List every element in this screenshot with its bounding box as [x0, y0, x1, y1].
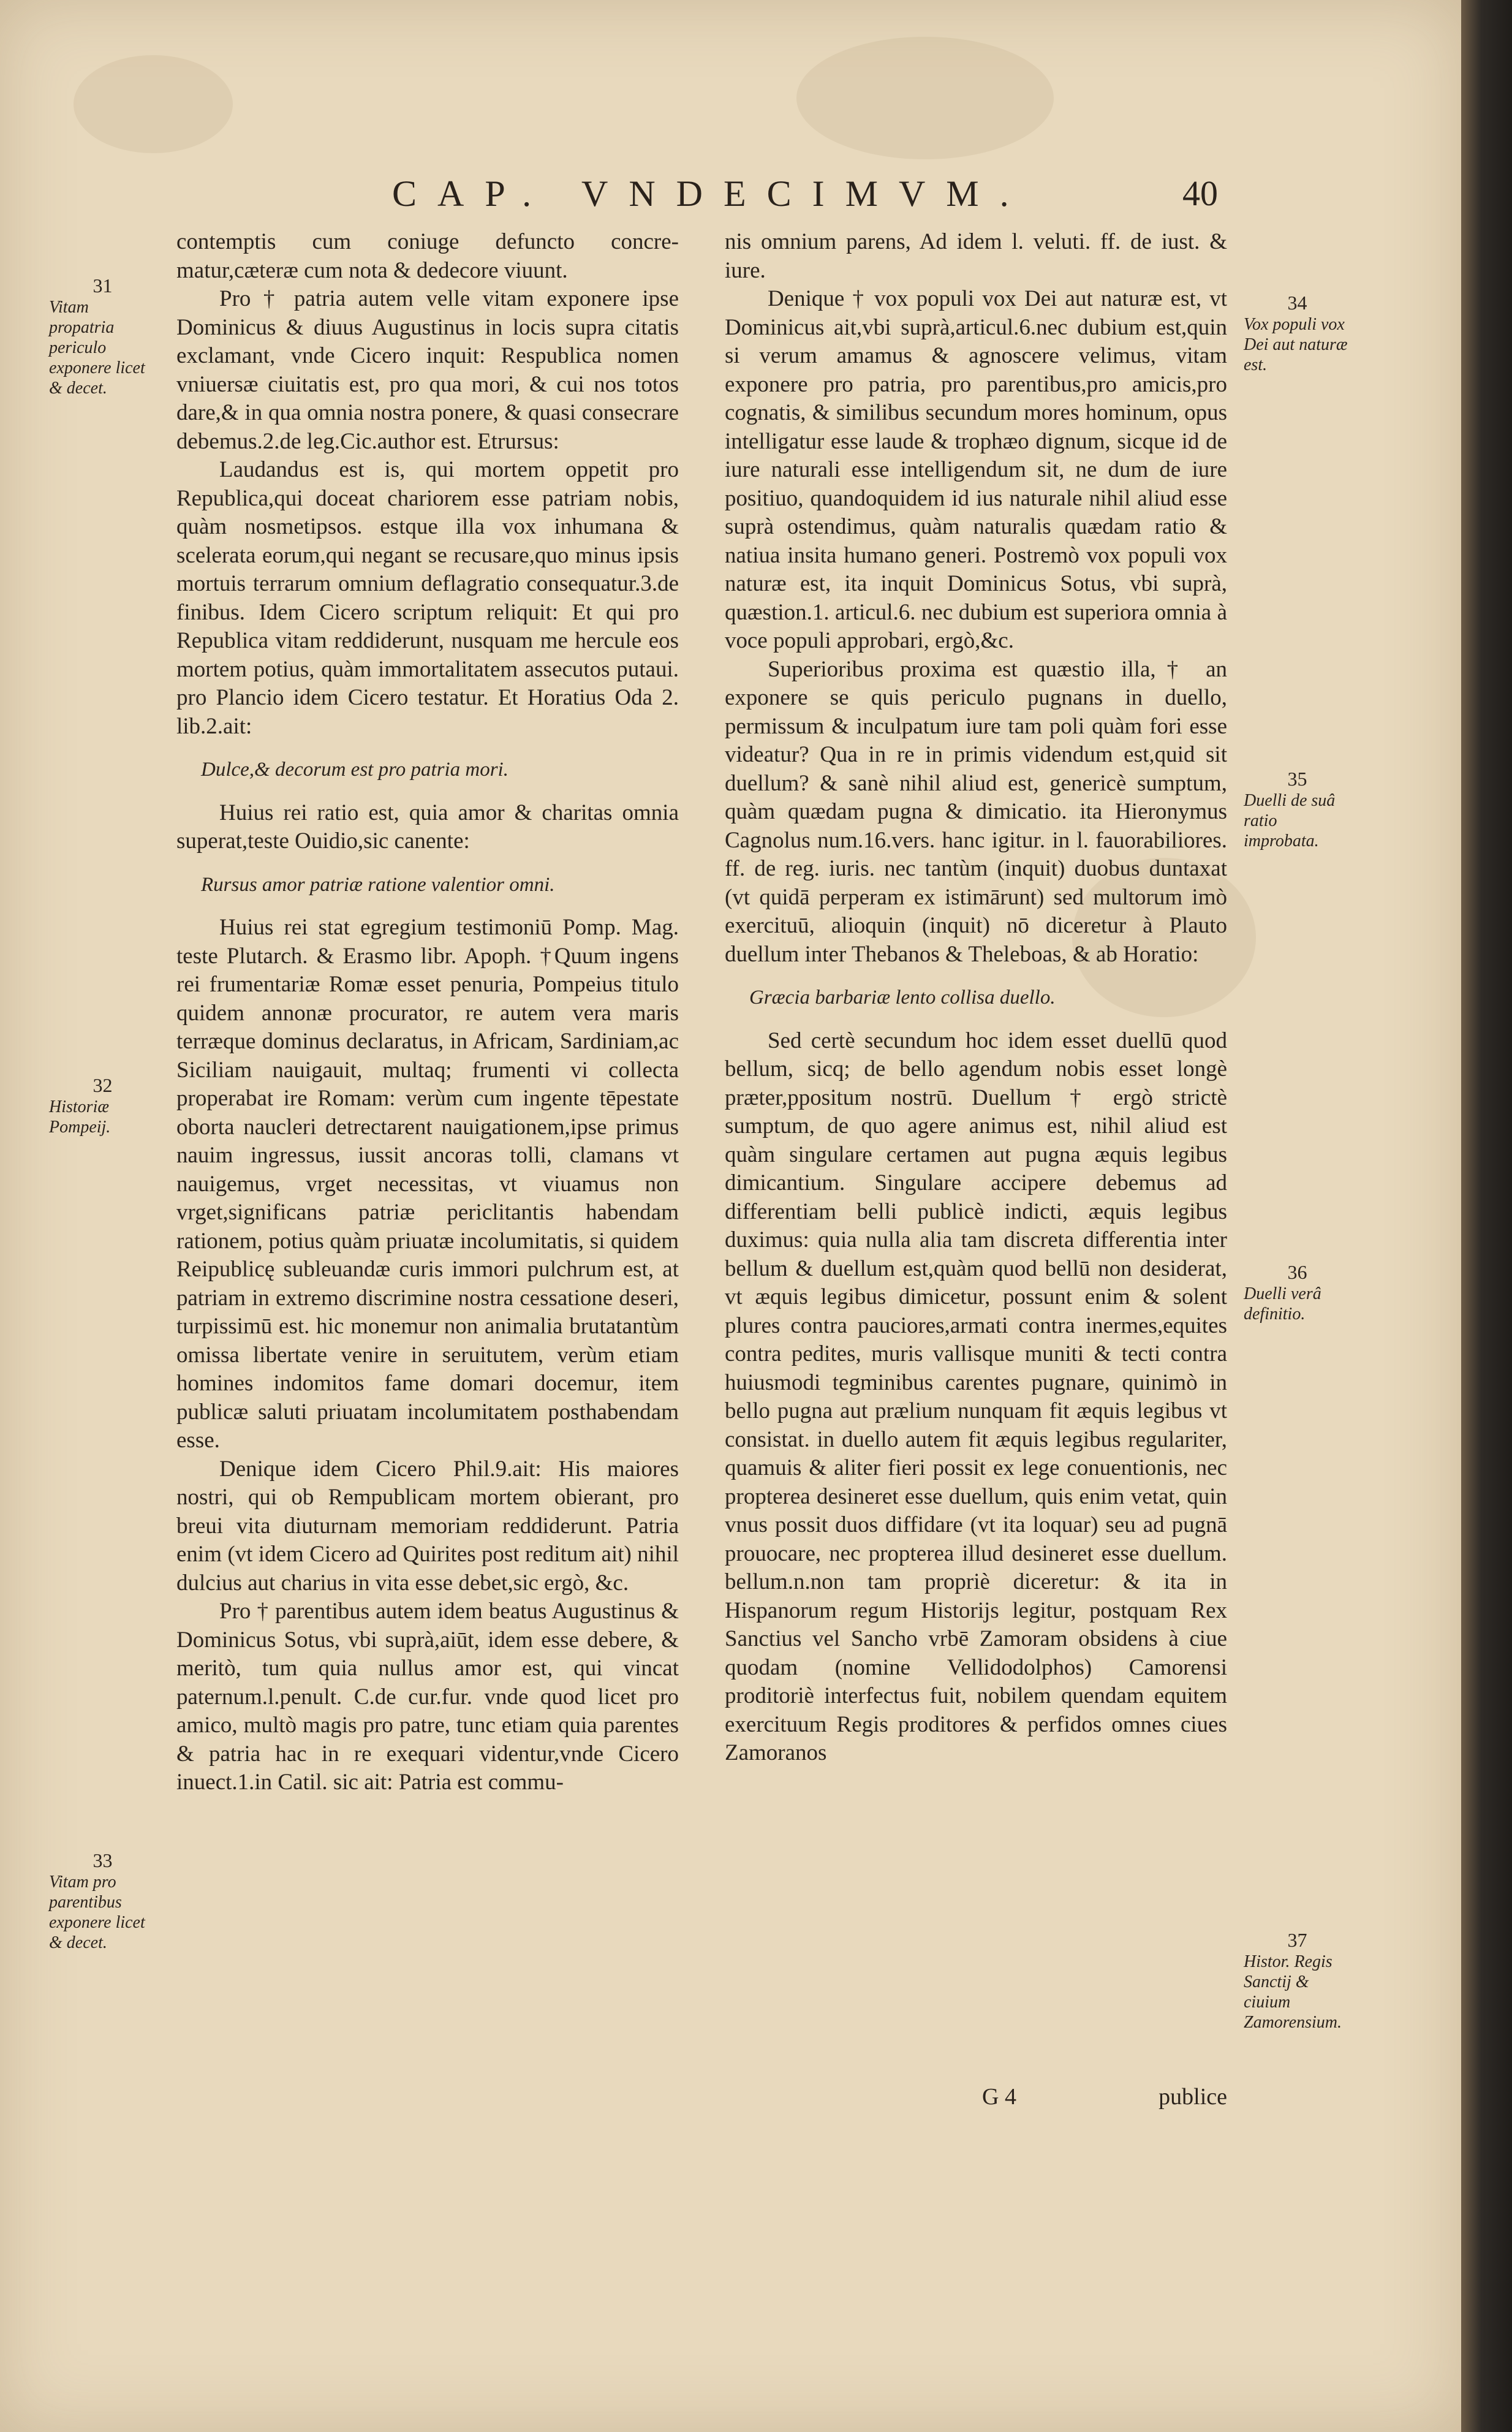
paper-stain: [74, 55, 233, 153]
catchword: publice: [1159, 2084, 1227, 2110]
page-header: [0, 173, 1461, 222]
verse-quotation: Rursus amor patriæ ratione valentior omni.: [201, 873, 555, 896]
paragraph: Laudandus est is, qui mortem oppetit pro Republica,qui doceat chariorem esse patriam nobis, quàm nosmetipsos. estque illa vox inhumana & scelerata eorum,qui negant se recusare,quo minus ipsis mortuis terrarum omnium deflagratio consequatur.3.de finibus. Idem Cicero scriptum reliquit: Et qui pro Republica vitam reddiderunt, nusquam me hercule eos mortem potius, quàm immortalitatem assecutos putaui. pro Plancio idem Cicero testatur. Et Horatius Oda 2. lib.2.ait:: [176, 457, 679, 739]
margin-note-text: Vox populi vox Dei aut naturæ est.: [1244, 315, 1348, 374]
margin-note-32: [49, 1075, 156, 1137]
margin-note-35: [1244, 769, 1351, 851]
verse-quotation: Græcia barbariæ lento collisa duello.: [749, 987, 1056, 1009]
paragraph: Sed certè secundum hoc idem esset duellū quod bellum, sicq; de bello agendum nobis esset longè præter,ppositum nostrū. Duellum † ergò strictè sumptum, de quo agere animus est, nihil aliud est quàm singulare certamen aut pugna æquis legibus dimicantium. Singulare accipere debemus ad differentiam belli publicè indicti, æquis legibus duximus: quia nulla alia tam discreta differentia inter bellum & duellum est,quàm quod bellū non desiderat, vt æquis legibus dimicetur, possunt enim & solent plures contra pauciores,armati contra inermes,equites contra pedites, muris vallisque muniti & tecti contra huiusmodi tegminibus carentes pugnare, quinimò in bello pugna aut prælium nunquam fit æquis legibus vt consistat. in duello autem fit æquis legibus regulariter, quamuis & aliter fieri possit ex lege conuentionis, nec propterea desineret esse duellum, quis enim vetat, quin vnus possit duos diffidare (vt ita loquar) seu ad pugnā prouocare, nec propterea illud desineret esse duellum. bellum.n.non tam propriè diceretur: & ita in Hispanorum regum Historijs legitur, postquam Rex Sanctius vel Sancho vrbē Zamoram obsidens à ciue quodam (nomine Vellidodolphos) Camorensi proditoriè interfectus fuit, nobilem quendam equitem exercituum Regis proditores & perfidos omnes ciues Zamoranos: [725, 1028, 1227, 1765]
margin-note-number: 33: [93, 1849, 113, 1871]
margin-note-number: 37: [1287, 1929, 1307, 1951]
running-title: CAP. VNDECIMVM.: [392, 173, 1030, 214]
verse-quotation: Dulce,& decorum est pro patria mori.: [201, 759, 508, 781]
paragraph: Huius rei stat egregium testimoniū Pomp. Mag. teste Plutarch. & Erasmo libr. Apoph. †Quum ingens rei frumentariæ Romæ esset penuria, Pompeius titulo quidem annonæ procurator, re autem vera maris terræque dominus declaratus, in Africam, Sardiniam,ac Siciliam nauigauit, multaq; frumenti vi collecta properabat ire Romam: verùm cum ingente tēpestate oborta naucleri detrectarent nauigationem,ipse primus nauim ingressus, iussit ancoras tolli, clamans vt nauigemus, vrget necessitas, vt viuamus non vrget,significans patriæ periclitantis habendam rationem, potius quàm priuatæ incolumitatis, si quidem Reipublicę subleuandæ curis immori pulchrum est, at patriam in extremo discrimine nostra cessatione deseri, turpissimū est. hic monemur non animalia brutatantùm omissa libertate venire in seruitutem, verùm etiam homines indomitos fame domari docemur, item publicæ saluti priuatam incolumitatem posthabendam esse.: [176, 915, 679, 1453]
margin-note-34: [1244, 293, 1351, 375]
margin-note-36: [1244, 1262, 1351, 1324]
margin-note-text: Duelli de suâ ratio improbata.: [1244, 791, 1336, 850]
paragraph: Pro † patria autem velle vitam exponere ipse Dominicus & diuus Augustinus in locis supra citatis exclamant, vnde Cicero inquit: Respublica nomen vniuersæ ciuitatis est, pro qua mori, & cui nos totos dare,& in qua omnia nostra ponere, & quasi consecrare debemus.2.de leg.Cic.author est. Etrursus:: [176, 286, 679, 454]
paragraph: contemptis cum coniuge defuncto concre- matur,cæteræ cum nota & dedecore viuunt.: [176, 229, 679, 283]
signature-mark: G 4: [982, 2084, 1016, 2110]
margin-note-text: Historiæ Pompeij.: [49, 1097, 111, 1137]
margin-note-number: 31: [93, 275, 113, 297]
margin-note-text: Duelli verâ definitio.: [1244, 1284, 1321, 1324]
margin-note-33: [49, 1851, 156, 1953]
margin-note-text: Histor. Regis Sanctij & ciuium Zamorensium.: [1244, 1952, 1342, 2032]
margin-note-37: [1244, 1930, 1351, 2032]
paragraph: Denique idem Cicero Phil.9.ait: His maiores nostri, qui ob Rempublicam mortem obierant, pro breui vita diuturnam memoriam reddiderunt. Patria enim (vt idem Cicero ad Quirites post reditum ait) nihil dulcius aut charius in vita esse debet,sic ergò, &c.: [176, 1456, 679, 1596]
margin-note-number: 34: [1287, 292, 1307, 314]
left-text-column: [176, 228, 679, 1797]
margin-note-31: [49, 276, 156, 398]
folio-number: 40: [1182, 173, 1218, 213]
paragraph: Huius rei ratio est, quia amor & charitas omnia superat,teste Ouidio,sic canente:: [176, 800, 679, 854]
margin-note-number: 32: [93, 1074, 113, 1096]
paragraph: Superioribus proxima est quæstio illa,† an exponere se quis periculo pugnans in duello, permissum & inculpatum iure tam poli quàm fori esse videatur? Qua in re in primis videndum est,quid sit duellum? & sanè nihil aliud est, genericè sumptum, quàm quædam pugna & dimicatio. ita Hieronymus Cagnolus num.16.vers. hanc igitur. in l. fauorabiliores. ff. de reg. iuris. nec tantùm (inquit) duobus duntaxat (vt quidā perperam ex istimārunt) sed multorum imò exercituū, alioquin (inquit) nō diceretur à Plauto duellum inter Thebanos & Theleboas, & ab Horatio:: [725, 656, 1227, 967]
book-binding-edge: [1461, 0, 1512, 2432]
paragraph: nis omnium parens, Ad idem l. veluti. ff. de iust. & iure.: [725, 229, 1227, 283]
paragraph: Pro † parentibus autem idem beatus Augustinus & Dominicus Sotus, vbi suprà,aiūt, idem esse debere, & meritò, tum quia nullus amor est, qui vincat paternum.l.penult. C.de cur.fur. vnde quod licet pro amico, multò magis pro patre, tunc etiam quia parentes & patria hac in re exequari videntur,vnde Cicero inuect.1.in Catil. sic ait: Patria est commu-: [176, 1599, 679, 1795]
margin-note-number: 35: [1287, 768, 1307, 790]
margin-note-text: Vitam pro parentibus exponere licet & decet.: [49, 1873, 145, 1952]
margin-note-number: 36: [1287, 1261, 1307, 1283]
margin-note-text: Vitam propatria periculo exponere licet & decet.: [49, 298, 145, 398]
page-footer: [725, 2083, 1227, 2114]
right-text-column: [725, 228, 1227, 1768]
paper-stain: [796, 37, 1054, 159]
paragraph: Denique † vox populi vox Dei aut naturæ est, vt Dominicus ait,vbi suprà,articul.6.nec dubium est,quin si verum amamus & agnoscere velimus, vitam exponere pro patria, pro parentibus,pro amicis,pro cognatis, & similibus secundum mores hominum, opus intelligatur esse laude & trophæo dignum, sicque id de iure naturali esse intelligendum sit, ne dum de iure positiuo, quandoquidem id ius naturale nihil aliud esse suprà ostendimus, quàm naturalis quædam ratio & natiua insita humano generi. Postremò vox populi vox naturæ est, ita inquit Dominicus Sotus, vbi suprà, quæstion.1. articul.6. nec dubium est superiora omnia à voce populi approbari, ergò,&c.: [725, 286, 1227, 653]
